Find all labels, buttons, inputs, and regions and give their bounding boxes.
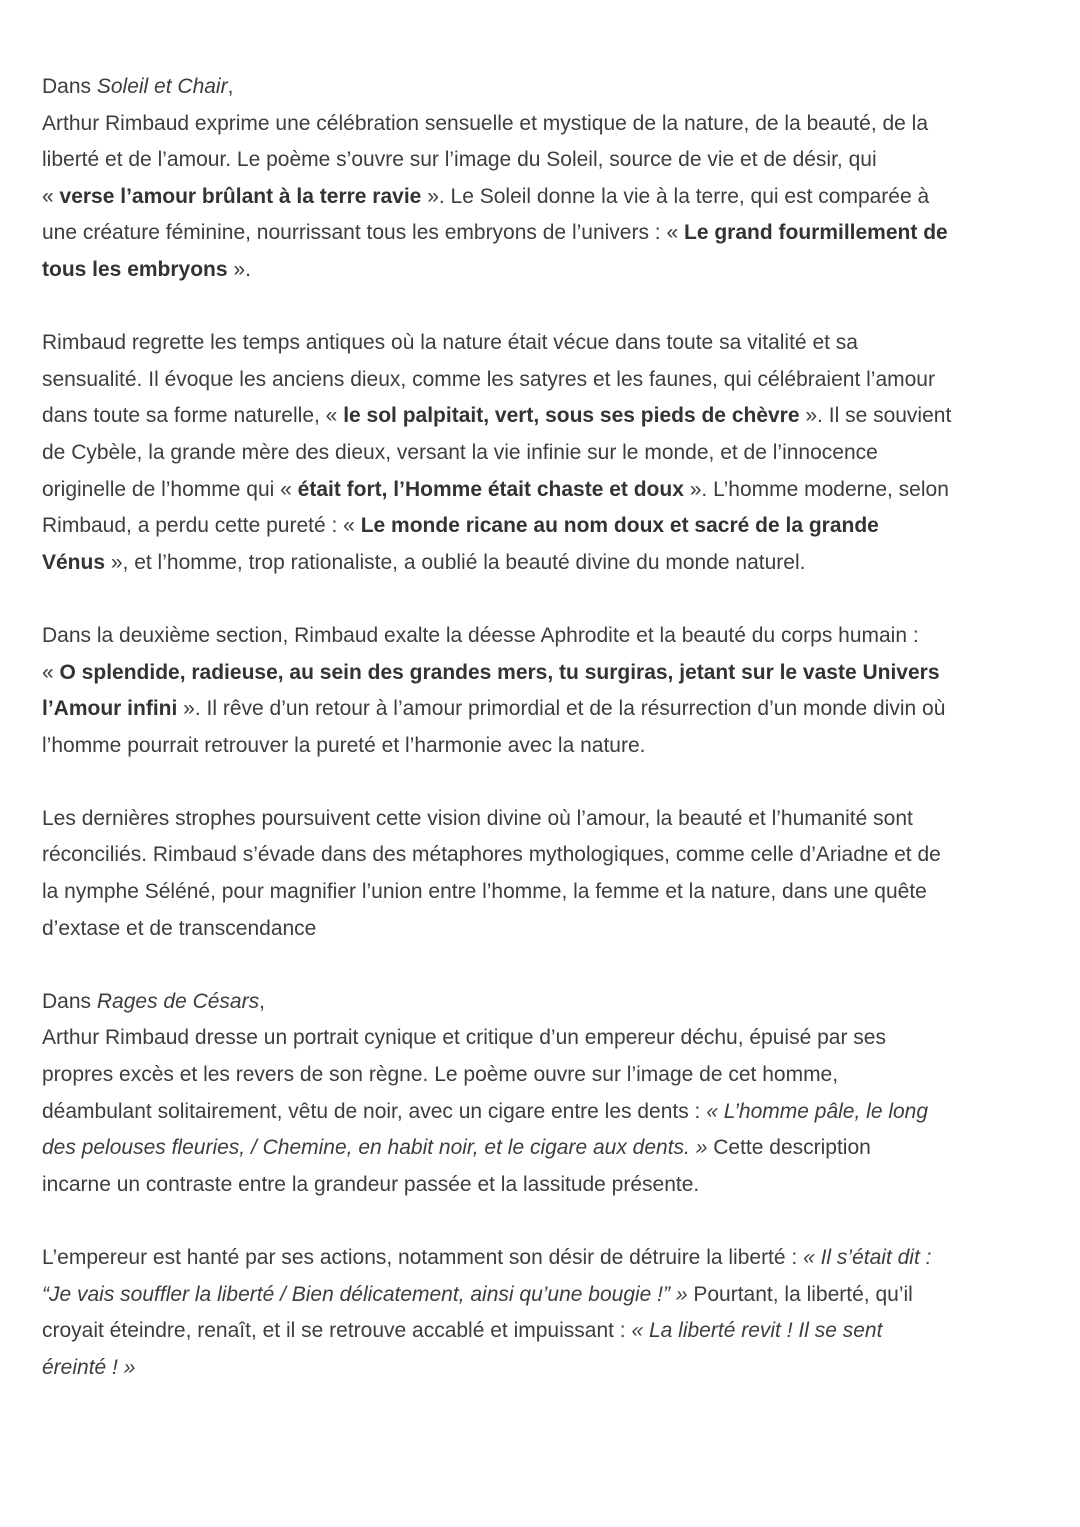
text-line	[42, 508, 1052, 545]
text-run: Rimbaud regrette les temps antiques où la nature était vécue dans toute sa vitalité et sa	[42, 331, 858, 355]
text-run: croyait éteindre, renaît, et il se retrouve accablé et impuissant :	[42, 1319, 632, 1343]
text-run: incarne un contraste entre la grandeur passée et la lassitude présente.	[42, 1172, 700, 1196]
text-run: Les dernières strophes poursuivent cette vision divine où l’amour, la beauté et l’humanité sont	[42, 806, 913, 830]
text-run: », et l’homme, trop rationaliste, a oublié la beauté divine du monde naturel.	[105, 550, 806, 574]
text-line	[42, 362, 1052, 399]
text-run: Rimbaud, a perdu cette pureté : «	[42, 514, 361, 538]
text-line	[42, 179, 1052, 216]
text-line	[42, 655, 1052, 692]
bold-quote: le sol palpitait, vert, sous ses pieds de chèvre	[343, 404, 800, 428]
bold-quote: verse l’amour brûlant à la terre ravie	[59, 184, 422, 208]
text-line	[42, 252, 1052, 289]
text-line	[42, 325, 1052, 362]
text-run: ». L’homme moderne, selon	[683, 477, 949, 501]
text-line	[42, 837, 1052, 874]
italic-text: des pelouses fleuries, / Chemine, en habit noir, et le cigare aux dents. »	[42, 1136, 708, 1160]
text-run: L’empereur est hanté par ses actions, notamment son désir de détruire la liberté :	[42, 1246, 804, 1269]
text-line	[42, 1130, 1052, 1167]
bold-quote: Le grand fourmillement de	[684, 221, 948, 245]
bold-quote: O splendide, radieuse, au sein des grandes mers, tu surgiras, jetant sur le vaste Univers	[59, 660, 940, 684]
text-line	[42, 142, 1052, 179]
text-run: Dans	[42, 75, 97, 98]
italic-text: Rages de Césars	[96, 989, 260, 1013]
text-run: de Cybèle, la grande mère des dieux, versant la vie infinie sur le monde, et de l’innocence	[42, 440, 878, 464]
text-line	[42, 1350, 1052, 1387]
text-line	[42, 1240, 1052, 1277]
blank-line	[42, 947, 1052, 984]
text-run: Pourtant, la liberté, qu’il	[687, 1282, 913, 1306]
document-body	[42, 69, 1052, 1386]
text-line	[42, 1167, 1052, 1204]
text-line	[42, 1277, 1052, 1314]
text-run: Dans	[42, 989, 97, 1013]
text-run: Arthur Rimbaud dresse un portrait cynique et critique d’un empereur déchu, épuisé par ses	[42, 1026, 886, 1050]
text-run: ,	[227, 75, 234, 98]
text-run: l’homme pourrait retrouver la pureté et l’harmonie avec la nature.	[42, 733, 646, 757]
text-run: liberté et de l’amour. Le poème s’ouvre sur l’image du Soleil, source de vie et de désir, qui	[42, 148, 877, 172]
bold-quote: tous les embryons	[42, 257, 228, 281]
text-run: déambulant solitairement, vêtu de noir, avec un cigare entre les dents :	[42, 1099, 707, 1123]
text-run: «	[42, 184, 60, 208]
text-run: ».	[227, 257, 251, 281]
text-run: Cette description	[707, 1136, 871, 1160]
text-line	[42, 1094, 1052, 1131]
bold-quote: Le monde ricane au nom doux et sacré de la grande	[360, 514, 879, 538]
blank-line	[42, 764, 1052, 801]
blank-line	[42, 1203, 1052, 1240]
text-line	[42, 1313, 1052, 1350]
italic-text: « L’homme pâle, le long	[706, 1099, 929, 1123]
text-run: Arthur Rimbaud exprime une célébration sensuelle et mystique de la nature, de la beauté, de la	[42, 111, 929, 135]
text-line	[42, 618, 1052, 655]
text-run: propres excès et les revers de son règne. Le poème ouvre sur l’image de cet homme,	[42, 1063, 839, 1087]
text-run: dans toute sa forme naturelle, «	[42, 404, 344, 428]
italic-text: « La liberté revit ! Il se sent	[631, 1319, 883, 1343]
text-line	[42, 1057, 1052, 1094]
text-run: une créature féminine, nourrissant tous les embryons de l’univers : «	[42, 221, 684, 245]
text-line	[42, 728, 1052, 765]
italic-text: « Il s’était dit :	[803, 1246, 932, 1269]
text-line	[42, 691, 1052, 728]
text-run: ». Il rêve d’un retour à l’amour primordial et de la résurrection d’un monde divin où	[177, 697, 946, 721]
text-line	[42, 69, 1052, 106]
text-run: la nymphe Séléné, pour magnifier l’union entre l’homme, la femme et la nature, dans une quête	[42, 880, 927, 904]
text-line	[42, 801, 1052, 838]
bold-quote: Vénus	[42, 550, 106, 574]
text-line	[42, 398, 1052, 435]
text-run: ». Il se souvient	[799, 404, 952, 428]
text-line	[42, 472, 1052, 509]
text-line	[42, 1020, 1052, 1057]
bold-quote: était fort, l’Homme était chaste et doux	[297, 477, 684, 501]
text-line	[42, 911, 1052, 948]
text-run: Dans la deuxième section, Rimbaud exalte la déesse Aphrodite et la beauté du corps humain :	[42, 623, 919, 647]
text-run: sensualité. Il évoque les anciens dieux, comme les satyres et les faunes, qui célébraient l’amour	[42, 367, 935, 391]
text-run: ». Le Soleil donne la vie à la terre, qui est comparée à	[421, 184, 930, 208]
text-run: originelle de l’homme qui «	[42, 477, 298, 501]
italic-text: “Je vais souffler la liberté / Bien délicatement, ainsi qu’une bougie !” »	[42, 1282, 688, 1306]
italic-text: éreinté ! »	[42, 1355, 136, 1379]
text-line	[42, 984, 1052, 1021]
text-line	[42, 874, 1052, 911]
bold-quote: l’Amour infini	[42, 697, 178, 721]
text-run: d’extase et de transcendance	[42, 916, 317, 940]
text-line	[42, 435, 1052, 472]
text-line	[42, 215, 1052, 252]
blank-line	[42, 289, 1052, 326]
italic-text: Soleil et Chair	[96, 75, 228, 98]
blank-line	[42, 581, 1052, 618]
text-line	[42, 106, 1052, 143]
text-run: «	[42, 660, 60, 684]
text-line	[42, 545, 1052, 582]
text-run: réconciliés. Rimbaud s’évade dans des métaphores mythologiques, comme celle d’Ariadne et de	[42, 843, 941, 867]
text-run: ,	[259, 989, 265, 1013]
